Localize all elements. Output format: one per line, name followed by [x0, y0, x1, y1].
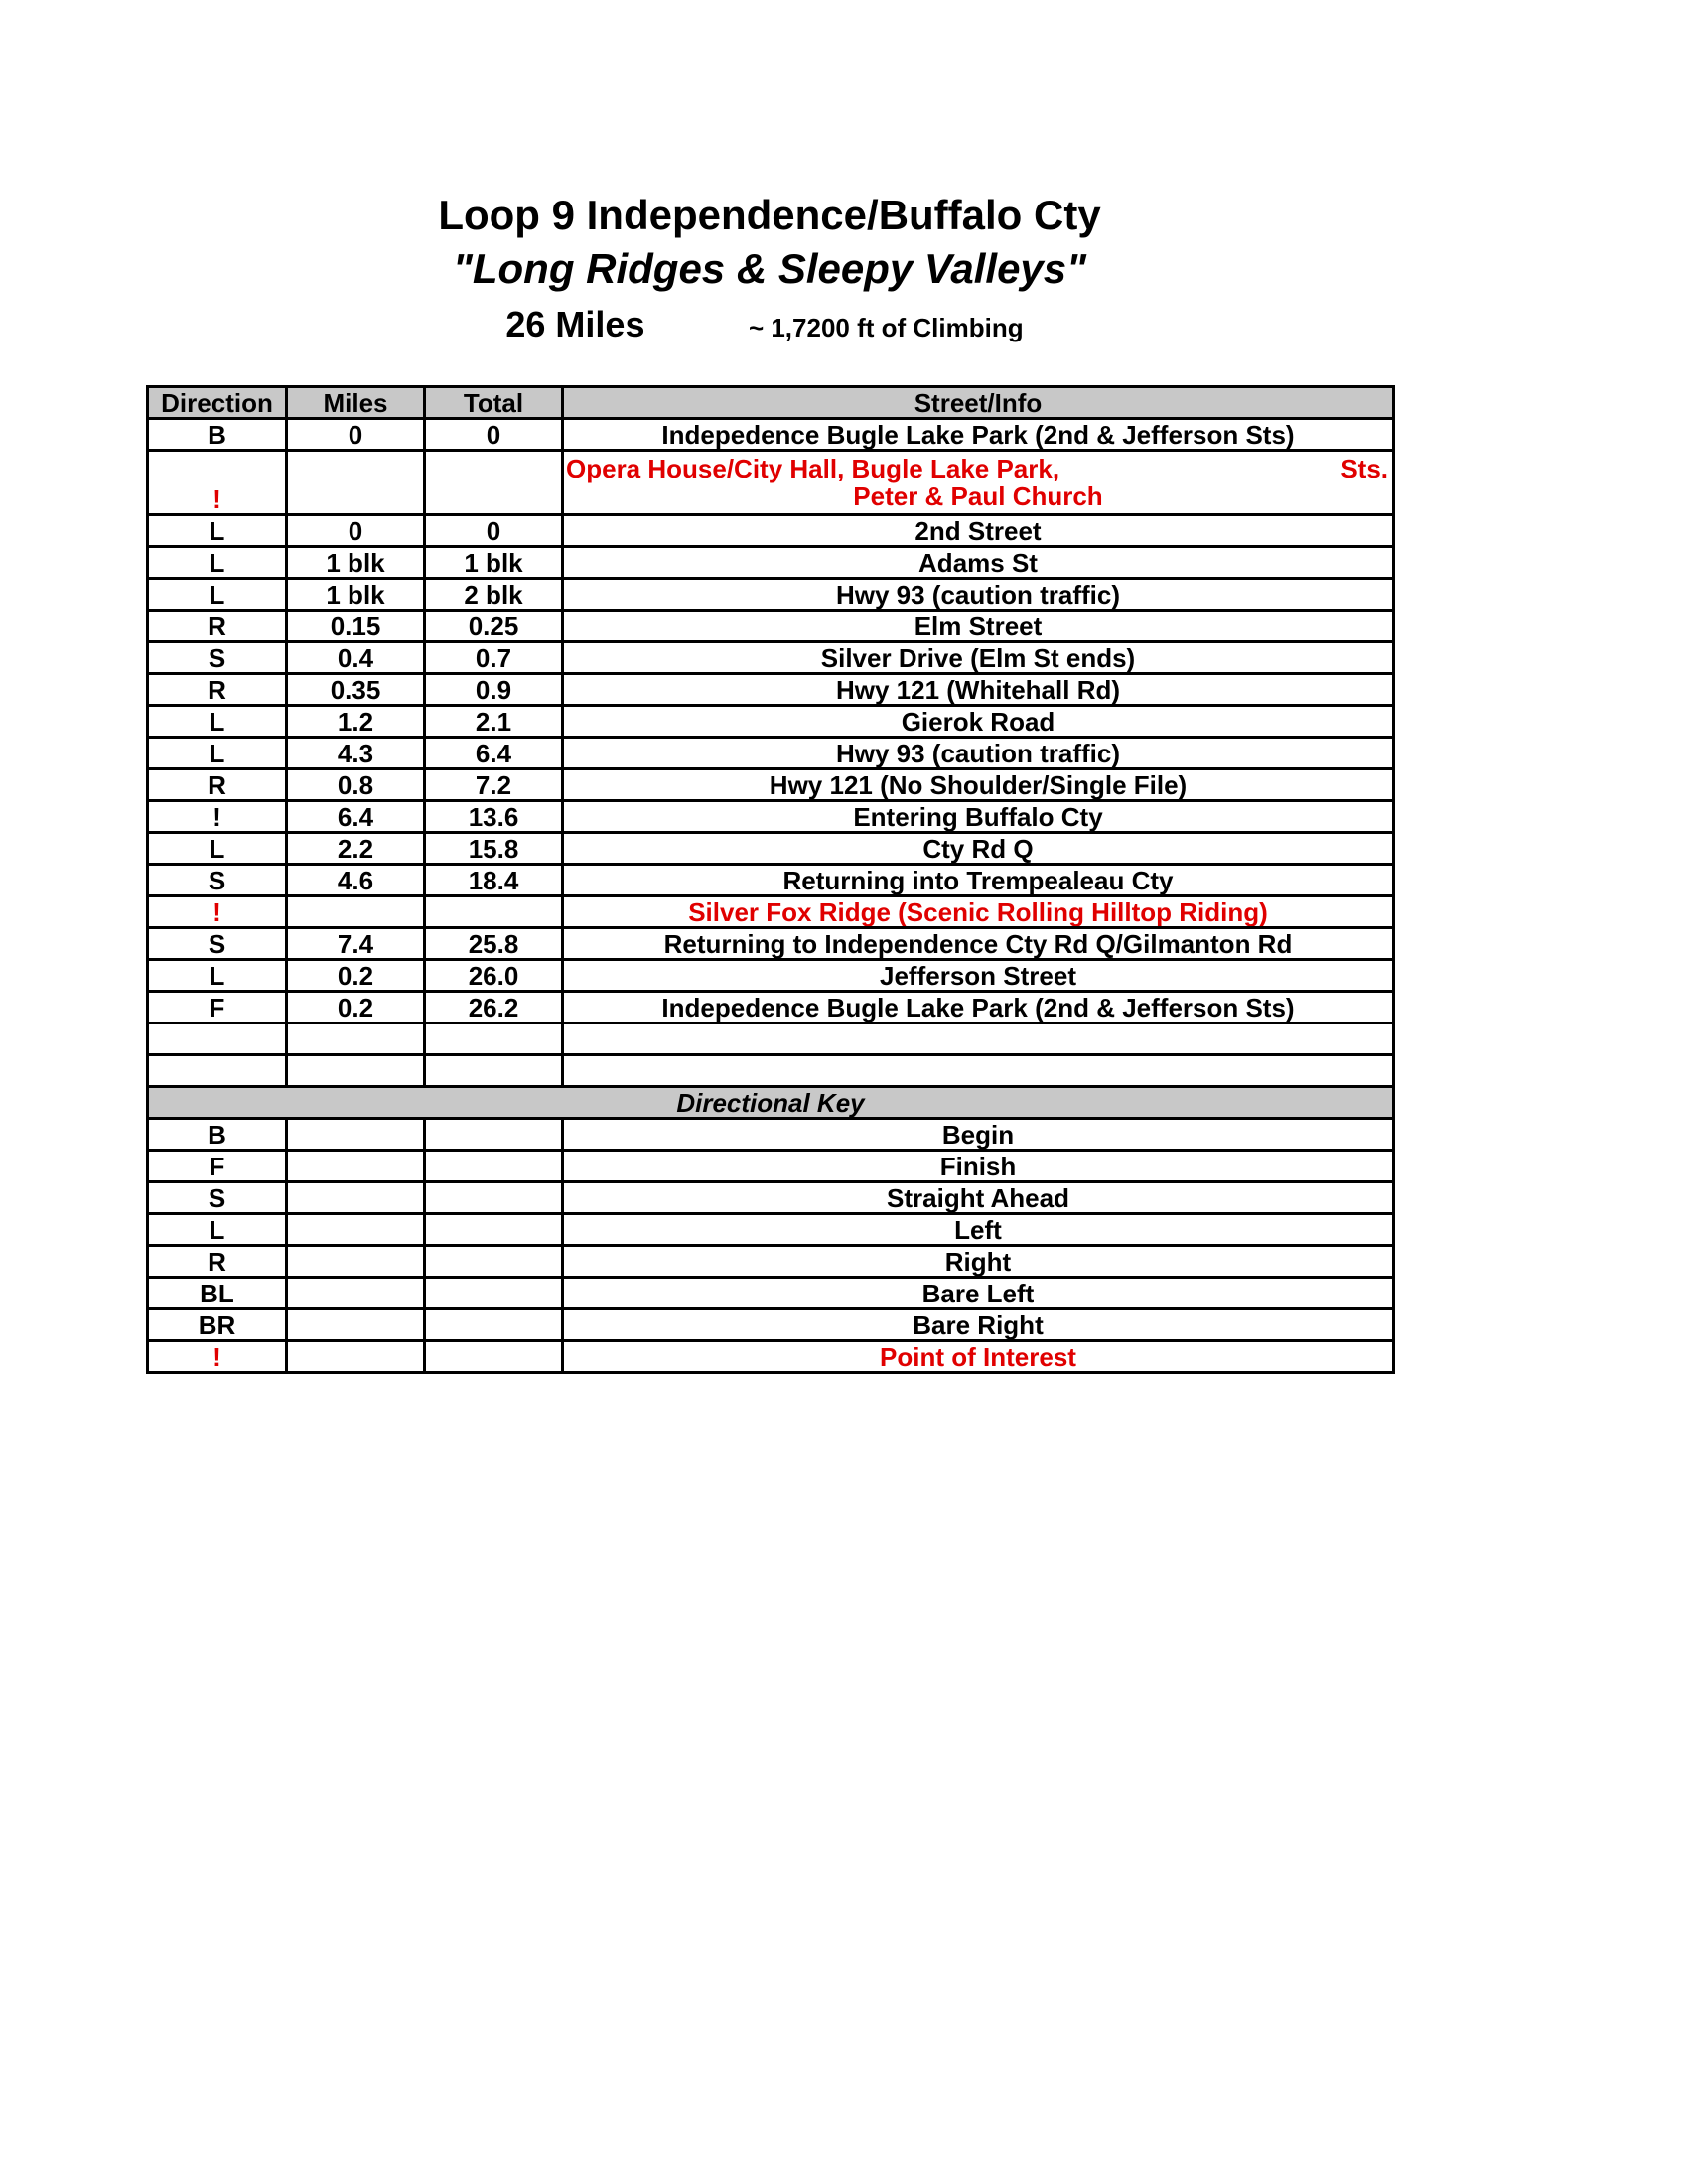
direction-cell: L	[148, 960, 287, 992]
table-row	[148, 738, 1394, 769]
total-cell: 0	[425, 419, 563, 451]
street-info-cell: Hwy 93 (caution traffic)	[563, 738, 1394, 769]
street-info-cell: Indepedence Bugle Lake Park (2nd & Jefferson Sts)	[563, 419, 1394, 451]
key-blank-cell	[425, 1278, 563, 1309]
miles-cell: 0.8	[287, 769, 425, 801]
key-blank-cell	[287, 1341, 425, 1373]
direction-cell: S	[148, 865, 287, 896]
miles-cell: 1.2	[287, 706, 425, 738]
key-row	[148, 1182, 1394, 1214]
key-code-cell: !	[148, 1341, 287, 1373]
direction-cell: L	[148, 833, 287, 865]
direction-cell: F	[148, 992, 287, 1024]
key-row	[148, 1341, 1394, 1373]
miles-cell: 4.6	[287, 865, 425, 896]
key-heading: Directional Key	[148, 1087, 1394, 1119]
key-code-cell: F	[148, 1151, 287, 1182]
key-blank-cell	[425, 1246, 563, 1278]
poi-info-line1-suffix: Sts.	[1340, 454, 1388, 483]
poi-info-line1-text: Opera House/City Hall, Bugle Lake Park,	[566, 454, 1060, 483]
total-cell	[425, 896, 563, 928]
street-info-cell: Entering Buffalo Cty	[563, 801, 1394, 833]
total-cell: 18.4	[425, 865, 563, 896]
direction-cell: R	[148, 769, 287, 801]
table-row	[148, 769, 1394, 801]
key-blank-cell	[287, 1309, 425, 1341]
key-code-cell: L	[148, 1214, 287, 1246]
miles-cell: 0	[287, 419, 425, 451]
miles-cell: 4.3	[287, 738, 425, 769]
table-row	[148, 611, 1394, 642]
key-blank-cell	[425, 1214, 563, 1246]
key-meaning-cell: Begin	[563, 1119, 1394, 1151]
key-blank-cell	[425, 1309, 563, 1341]
key-meaning-cell: Bare Left	[563, 1278, 1394, 1309]
street-info-cell: Silver Drive (Elm St ends)	[563, 642, 1394, 674]
blank-cell	[425, 1055, 563, 1087]
street-info-cell: Silver Fox Ridge (Scenic Rolling Hilltop Riding)	[563, 896, 1394, 928]
table-row	[148, 833, 1394, 865]
cue-table-body	[148, 419, 1394, 1373]
key-blank-cell	[287, 1246, 425, 1278]
blank-row	[148, 1024, 1394, 1055]
direction-cell: B	[148, 419, 287, 451]
miles-cell: 7.4	[287, 928, 425, 960]
blank-cell	[287, 1055, 425, 1087]
blank-cell	[563, 1024, 1394, 1055]
miles-cell: 0.2	[287, 960, 425, 992]
table-row	[148, 960, 1394, 992]
key-blank-cell	[425, 1151, 563, 1182]
street-info-cell: Gierok Road	[563, 706, 1394, 738]
table-row	[148, 896, 1394, 928]
key-meaning-cell: Straight Ahead	[563, 1182, 1394, 1214]
total-cell: 2.1	[425, 706, 563, 738]
key-meaning-cell: Bare Right	[563, 1309, 1394, 1341]
key-blank-cell	[425, 1341, 563, 1373]
total-cell	[425, 451, 563, 515]
table-row	[148, 992, 1394, 1024]
blank-cell	[148, 1055, 287, 1087]
key-blank-cell	[287, 1214, 425, 1246]
direction-cell: !	[148, 801, 287, 833]
direction-cell: L	[148, 706, 287, 738]
column-header-street-info: Street/Info	[563, 387, 1394, 419]
table-row	[148, 642, 1394, 674]
table-row	[148, 419, 1394, 451]
street-info-cell: Elm Street	[563, 611, 1394, 642]
column-header-direction: Direction	[148, 387, 287, 419]
blank-cell	[287, 1024, 425, 1055]
blank-row	[148, 1055, 1394, 1087]
title-block	[0, 189, 1539, 357]
page-subtitle: "Long Ridges & Sleepy Valleys"	[452, 245, 1087, 292]
total-cell: 0	[425, 515, 563, 547]
miles-cell: 1 blk	[287, 579, 425, 611]
miles-cell: 2.2	[287, 833, 425, 865]
column-header-miles: Miles	[287, 387, 425, 419]
street-info-cell: Adams St	[563, 547, 1394, 579]
direction-cell: S	[148, 642, 287, 674]
direction-cell: L	[148, 515, 287, 547]
miles-cell: 6.4	[287, 801, 425, 833]
key-code-cell: R	[148, 1246, 287, 1278]
direction-cell: L	[148, 738, 287, 769]
miles-cell: 0.35	[287, 674, 425, 706]
key-row	[148, 1246, 1394, 1278]
table-row	[148, 928, 1394, 960]
total-cell: 6.4	[425, 738, 563, 769]
miles-cell: 0.15	[287, 611, 425, 642]
poi-info-line2: Peter & Paul Church	[853, 481, 1103, 511]
key-row	[148, 1214, 1394, 1246]
total-cell: 15.8	[425, 833, 563, 865]
key-meaning-cell: Point of Interest	[563, 1341, 1394, 1373]
key-meaning-cell: Left	[563, 1214, 1394, 1246]
blank-cell	[425, 1024, 563, 1055]
total-cell: 26.2	[425, 992, 563, 1024]
total-cell: 2 blk	[425, 579, 563, 611]
blank-cell	[148, 1024, 287, 1055]
table-header-row	[148, 387, 1394, 419]
route-climbing: ~ 1,7200 ft of Climbing	[748, 313, 1024, 342]
table-row	[148, 579, 1394, 611]
page-title: Loop 9 Independence/Buffalo Cty	[438, 192, 1101, 238]
miles-cell	[287, 896, 425, 928]
key-blank-cell	[287, 1119, 425, 1151]
total-cell: 26.0	[425, 960, 563, 992]
blank-cell	[563, 1055, 1394, 1087]
key-row	[148, 1151, 1394, 1182]
key-code-cell: BL	[148, 1278, 287, 1309]
key-meaning-cell: Right	[563, 1246, 1394, 1278]
total-cell: 0.7	[425, 642, 563, 674]
total-cell: 7.2	[425, 769, 563, 801]
street-info-cell: 2nd Street	[563, 515, 1394, 547]
cue-sheet-table	[146, 385, 1395, 1374]
total-cell: 13.6	[425, 801, 563, 833]
table-row	[148, 865, 1394, 896]
street-info-cell: Returning into Trempealeau Cty	[563, 865, 1394, 896]
street-info-cell: Jefferson Street	[563, 960, 1394, 992]
miles-cell: 1 blk	[287, 547, 425, 579]
street-info-cell: Hwy 121 (Whitehall Rd)	[563, 674, 1394, 706]
key-code-cell: B	[148, 1119, 287, 1151]
key-blank-cell	[287, 1182, 425, 1214]
table-row	[148, 674, 1394, 706]
street-info-cell: Hwy 93 (caution traffic)	[563, 579, 1394, 611]
table-row	[148, 547, 1394, 579]
column-header-total: Total	[425, 387, 563, 419]
direction-cell: L	[148, 579, 287, 611]
total-cell: 25.8	[425, 928, 563, 960]
key-blank-cell	[425, 1119, 563, 1151]
table-row-poi	[148, 451, 1394, 515]
key-blank-cell	[287, 1151, 425, 1182]
street-info-cell: Hwy 121 (No Shoulder/Single File)	[563, 769, 1394, 801]
street-info-cell: Returning to Independence Cty Rd Q/Gilmanton Rd	[563, 928, 1394, 960]
direction-cell: R	[148, 674, 287, 706]
direction-cell: L	[148, 547, 287, 579]
key-code-cell: S	[148, 1182, 287, 1214]
total-cell: 0.9	[425, 674, 563, 706]
key-row	[148, 1309, 1394, 1341]
key-heading-row	[148, 1087, 1394, 1119]
distance-line	[0, 300, 1539, 357]
table-row	[148, 801, 1394, 833]
poi-info-line1	[564, 455, 1392, 482]
route-distance: 26 Miles	[505, 304, 645, 344]
miles-cell: 0.4	[287, 642, 425, 674]
direction-cell: !	[148, 451, 287, 515]
key-blank-cell	[287, 1278, 425, 1309]
miles-cell	[287, 451, 425, 515]
total-cell: 1 blk	[425, 547, 563, 579]
miles-cell: 0.2	[287, 992, 425, 1024]
table-row	[148, 706, 1394, 738]
key-meaning-cell: Finish	[563, 1151, 1394, 1182]
direction-cell: !	[148, 896, 287, 928]
key-row	[148, 1119, 1394, 1151]
key-blank-cell	[425, 1182, 563, 1214]
direction-cell: S	[148, 928, 287, 960]
street-info-cell: Indepedence Bugle Lake Park (2nd & Jefferson Sts)	[563, 992, 1394, 1024]
miles-cell: 0	[287, 515, 425, 547]
street-info-cell	[563, 451, 1394, 515]
street-info-cell: Cty Rd Q	[563, 833, 1394, 865]
table-row	[148, 515, 1394, 547]
key-row	[148, 1278, 1394, 1309]
direction-cell: R	[148, 611, 287, 642]
key-code-cell: BR	[148, 1309, 287, 1341]
total-cell: 0.25	[425, 611, 563, 642]
